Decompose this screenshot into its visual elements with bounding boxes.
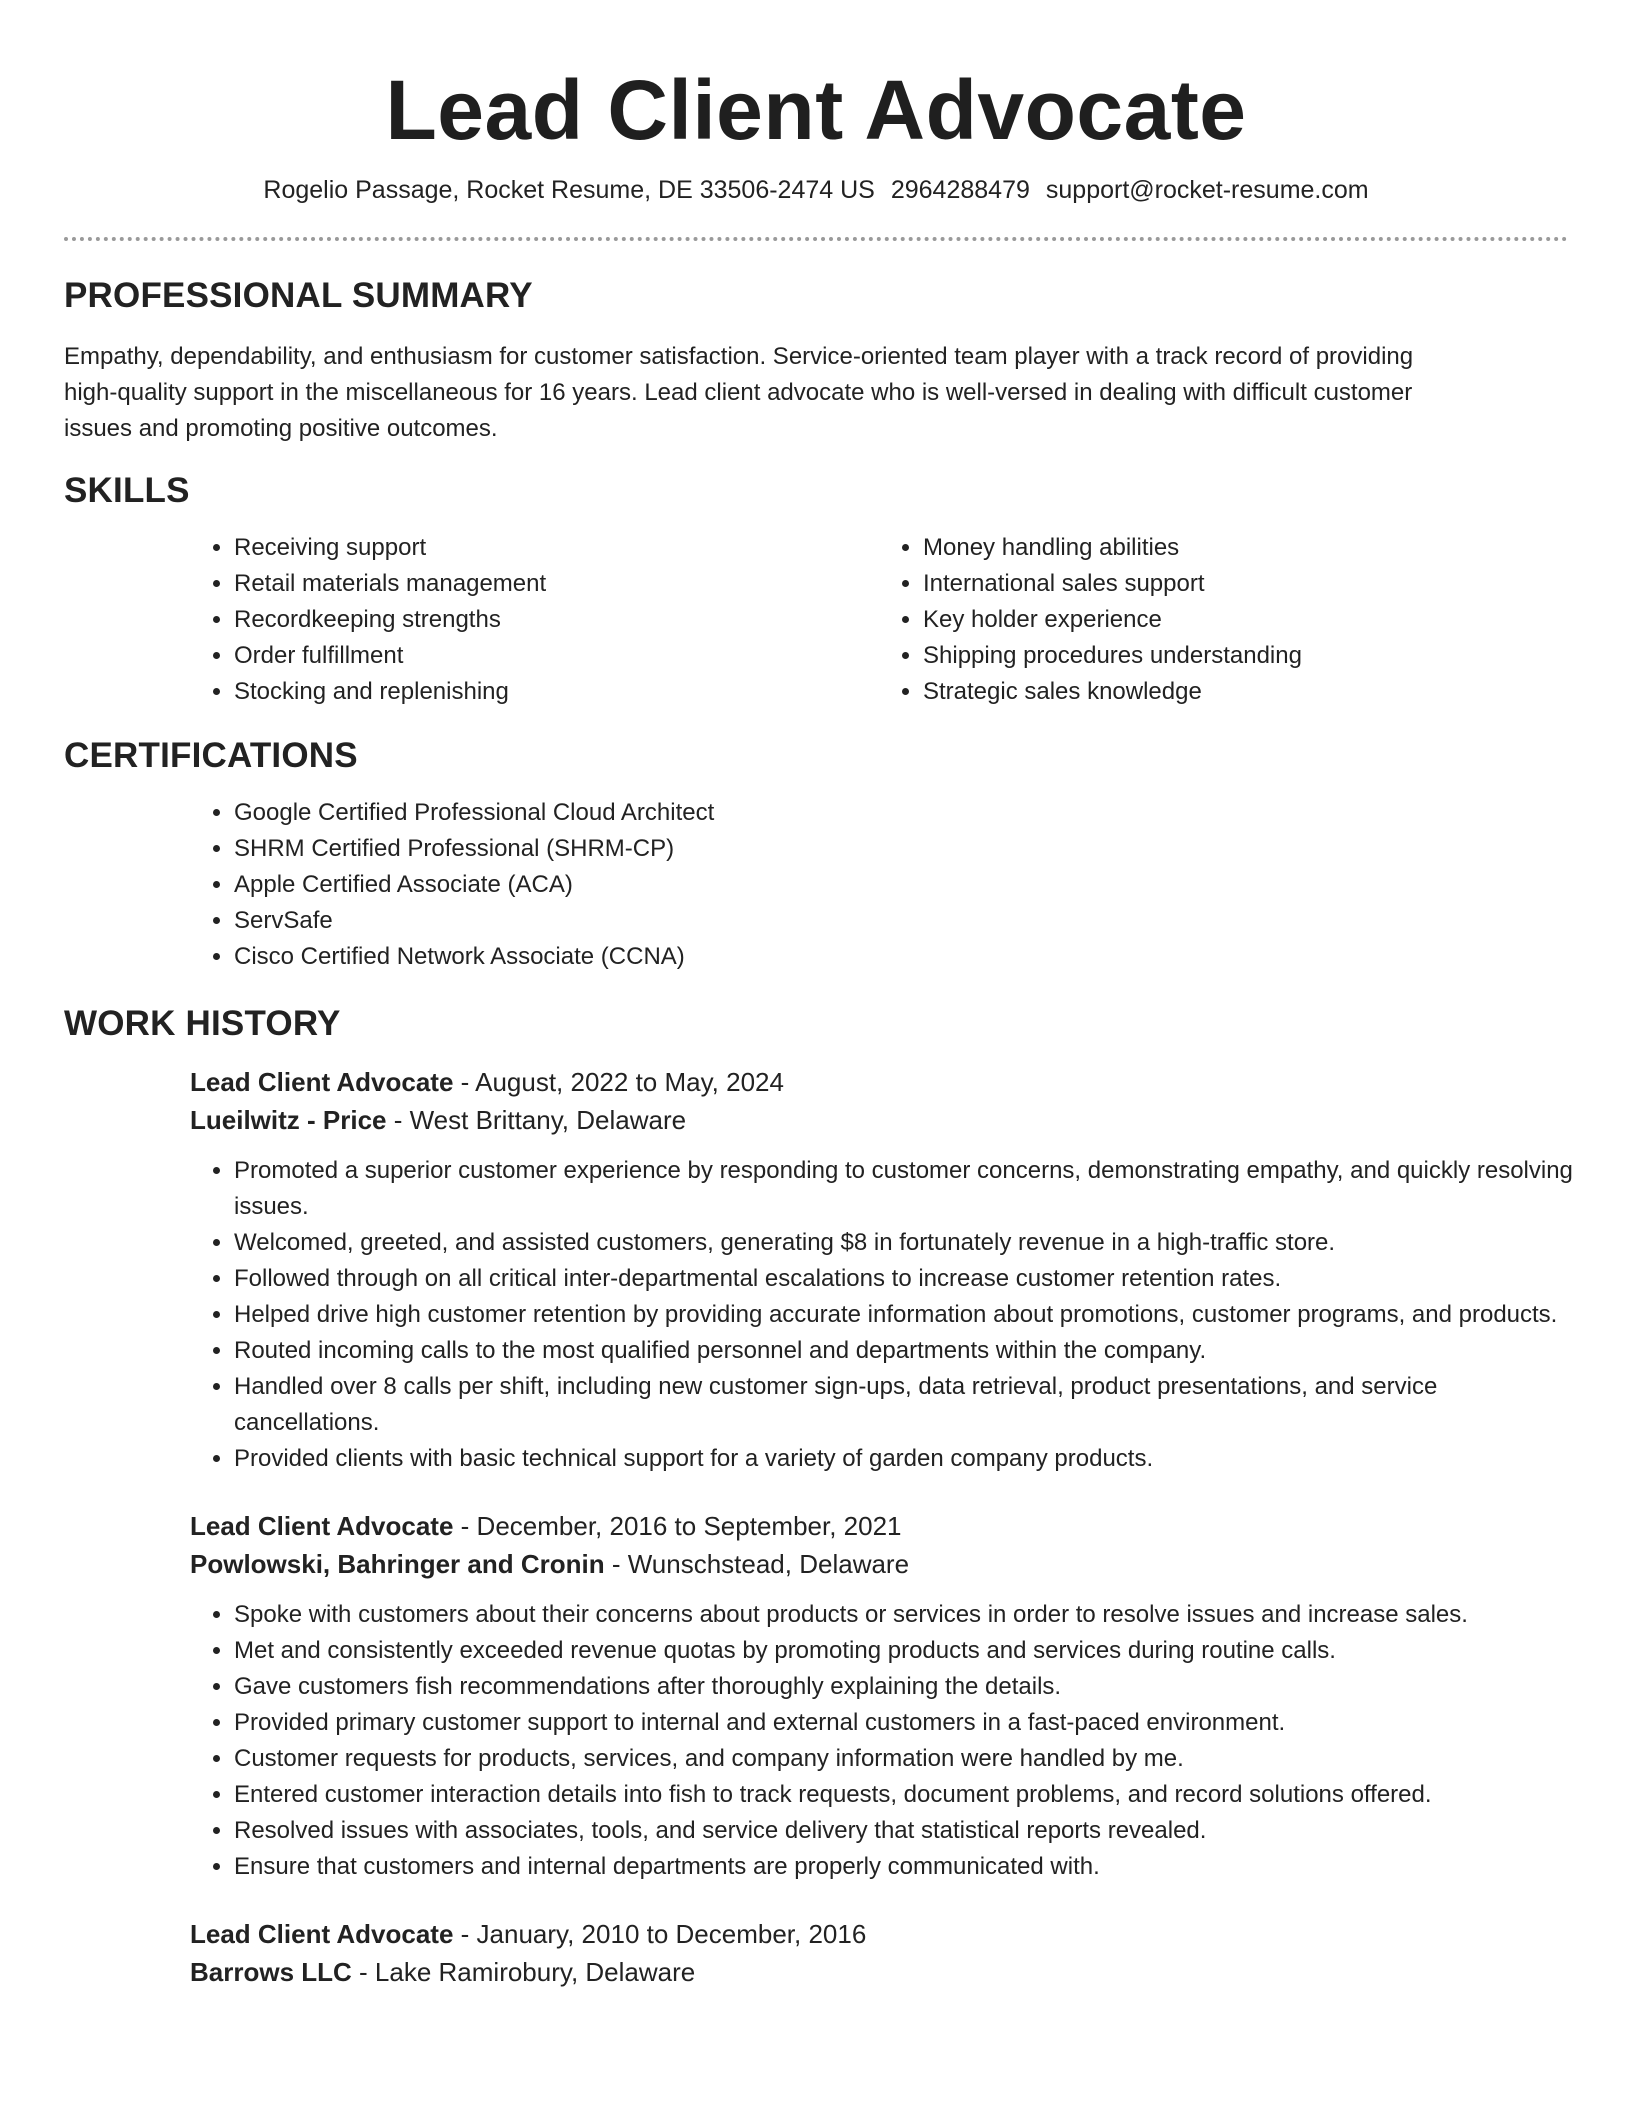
skills-section xyxy=(64,469,1568,710)
job-role-line xyxy=(190,1063,1568,1101)
job-company: Barrows LLC xyxy=(190,1957,352,1987)
job-company-line xyxy=(190,1545,1568,1583)
job-dates: - August, 2022 to May, 2024 xyxy=(453,1067,784,1097)
job-company-line xyxy=(190,1101,1568,1139)
job-role: Lead Client Advocate xyxy=(190,1919,454,1949)
resume-page xyxy=(64,0,1573,1991)
list-item: • Routed incoming calls to the most qualified personnel and departments within the company. xyxy=(234,1333,1580,1369)
list-item: • Provided clients with basic technical support for a variety of garden company products. xyxy=(234,1441,1580,1477)
section-title-summary: PROFESSIONAL SUMMARY xyxy=(64,276,533,315)
contact-email: support@rocket-resume.com xyxy=(1045,176,1369,204)
list-item: • Order fulfillment xyxy=(234,638,879,674)
summary-section xyxy=(64,274,1568,447)
contact-line xyxy=(64,174,1568,206)
list-item: • Receiving support xyxy=(234,530,879,566)
job-bullets xyxy=(190,1597,1568,1885)
job-role: Lead Client Advocate xyxy=(190,1511,454,1541)
list-item: • Followed through on all critical inter-departmental escalations to increase customer retention rates. xyxy=(234,1261,1580,1297)
list-item: • Resolved issues with associates, tools, and service delivery that statistical reports revealed. xyxy=(234,1813,1580,1849)
contact-phone: 2964288479 xyxy=(890,176,1030,204)
skills-grid xyxy=(190,530,1568,710)
list-item: • Entered customer interaction details into fish to track requests, document problems, and record solutions offered. xyxy=(234,1777,1580,1813)
section-title-certifications: CERTIFICATIONS xyxy=(64,736,358,775)
list-item: • Shipping procedures understanding xyxy=(923,638,1568,674)
list-item: • Strategic sales knowledge xyxy=(923,674,1568,710)
list-item: • Handled over 8 calls per shift, including new customer sign-ups, data retrieval, product presentations, and service cancellations. xyxy=(234,1369,1580,1441)
job-bullets xyxy=(190,1153,1573,1477)
job-company-line xyxy=(190,1953,1568,1991)
job-entry xyxy=(190,1507,1568,1885)
job-dates: - December, 2016 to September, 2021 xyxy=(453,1511,902,1541)
section-title-work: WORK HISTORY xyxy=(64,1004,341,1043)
certifications-section xyxy=(64,734,1568,975)
job-entry xyxy=(190,1915,1568,1991)
list-item: • SHRM Certified Professional (SHRM-CP) xyxy=(234,831,1568,867)
list-item: • Money handling abilities xyxy=(923,530,1568,566)
certifications-list xyxy=(190,795,1568,975)
summary-text: Empathy, dependability, and enthusiasm for customer satisfaction. Service-oriented team player with a track record of providing high-quality support in the miscellaneous for 16 years. Lead client advocate who is well-versed in dealing with difficult customer issues and promoting positive outcomes. xyxy=(64,343,1414,442)
job-location: - Lake Ramirobury, Delaware xyxy=(351,1957,696,1987)
job-company: Powlowski, Bahringer and Cronin xyxy=(190,1549,605,1579)
job-location: - West Brittany, Delaware xyxy=(386,1105,687,1135)
list-item: • Gave customers fish recommendations after thoroughly explaining the details. xyxy=(234,1669,1580,1705)
list-item: • Met and consistently exceeded revenue quotas by promoting products and services during routine calls. xyxy=(234,1633,1580,1669)
work-section xyxy=(64,1002,1573,1991)
list-item: • Ensure that customers and internal departments are properly communicated with. xyxy=(234,1849,1580,1885)
header-divider xyxy=(64,237,1568,241)
list-item: • Spoke with customers about their concerns about products or services in order to resolve issues and increase sales. xyxy=(234,1597,1580,1633)
resume-name: Lead Client Advocate xyxy=(385,63,1247,157)
list-item: • International sales support xyxy=(923,566,1568,602)
job-location: - Wunschstead, Delaware xyxy=(604,1549,910,1579)
list-item: • Apple Certified Associate (ACA) xyxy=(234,867,1568,903)
job-dates: - January, 2010 to December, 2016 xyxy=(453,1919,867,1949)
skills-list-right xyxy=(879,530,1568,710)
contact-address: Rogelio Passage, Rocket Resume, DE 33506-2474 US xyxy=(263,176,875,204)
list-item: • Key holder experience xyxy=(923,602,1568,638)
job-company: Lueilwitz - Price xyxy=(190,1105,387,1135)
list-item: • Cisco Certified Network Associate (CCNA) xyxy=(234,939,1568,975)
list-item: • Welcomed, greeted, and assisted customers, generating $8 in fortunately revenue in a high-traffic store. xyxy=(234,1225,1580,1261)
list-item: • Recordkeeping strengths xyxy=(234,602,879,638)
list-item: • Google Certified Professional Cloud Architect xyxy=(234,795,1568,831)
job-role: Lead Client Advocate xyxy=(190,1067,454,1097)
skills-list-left xyxy=(190,530,879,710)
list-item: • Promoted a superior customer experience by responding to customer concerns, demonstrating empathy, and quickly resolving issues. xyxy=(234,1153,1580,1225)
list-item: • Helped drive high customer retention by providing accurate information about promotions, customer programs, and products. xyxy=(234,1297,1580,1333)
list-item: • Provided primary customer support to internal and external customers in a fast-paced environment. xyxy=(234,1705,1580,1741)
list-item: • Stocking and replenishing xyxy=(234,674,879,710)
job-entry xyxy=(190,1063,1573,1477)
list-item: • ServSafe xyxy=(234,903,1568,939)
list-item: • Retail materials management xyxy=(234,566,879,602)
job-role-line xyxy=(190,1507,1568,1545)
job-role-line xyxy=(190,1915,1568,1953)
list-item: • Customer requests for products, services, and company information were handled by me. xyxy=(234,1741,1580,1777)
section-title-skills: SKILLS xyxy=(64,471,190,510)
